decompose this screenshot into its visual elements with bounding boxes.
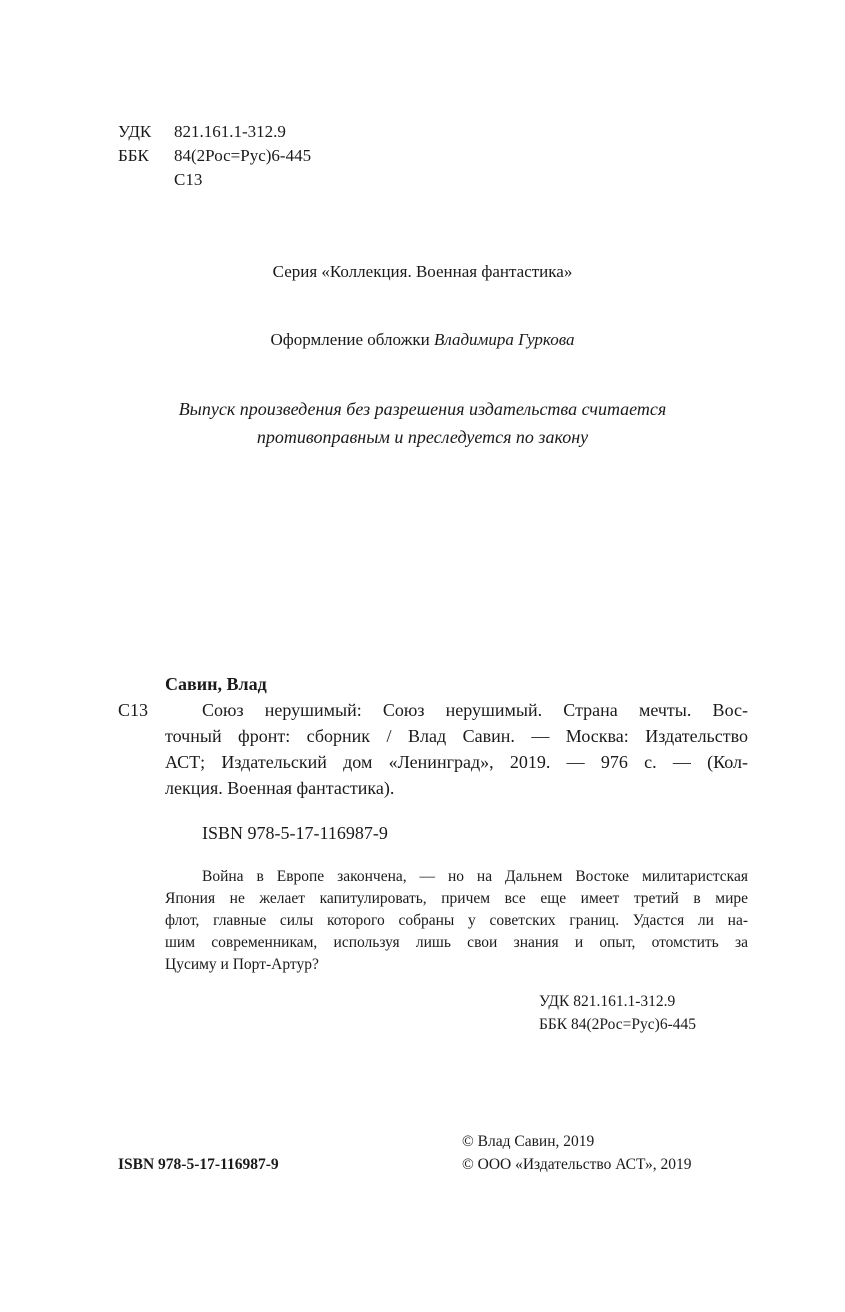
- author-mark-top-text: С13: [174, 170, 203, 189]
- bib-author: Савин, Влад: [165, 674, 267, 694]
- bib-line-3: АСТ; Издательский дом «Ленинград», 2019. — 976 с. — (Кол-: [165, 752, 748, 772]
- author-mark-top: [174, 168, 274, 192]
- udk-label: УДК: [118, 122, 152, 141]
- cover-designer: Владимира Гуркова: [433, 330, 575, 349]
- annotation-line-5: Цусиму и Порт-Артур?: [165, 956, 319, 973]
- bbk-value: 84(2Рос=Рус)6-445: [174, 146, 312, 165]
- bib-line-4: лекция. Военная фантастика).: [165, 778, 395, 798]
- cover-prefix: Оформление обложки: [270, 330, 434, 349]
- copyright-author: © Влад Савин, 2019: [462, 1133, 595, 1150]
- copyright-publisher: © ООО «Издательство АСТ», 2019: [462, 1156, 692, 1173]
- legal-warning-line-2: противоправным и преследуется по закону: [256, 427, 589, 447]
- footer-isbn: ISBN 978-5-17-116987-9: [118, 1156, 279, 1173]
- cover-design-line: [0, 326, 845, 353]
- bbk-label: ББК: [118, 146, 149, 165]
- annotation-line-2: Япония не желает капитулировать, причем все еще имеет третий в мире: [165, 890, 748, 907]
- bbk-row: [118, 144, 418, 168]
- bib-line-2: точный фронт: сборник / Влад Савин. — Москва: Издательство: [165, 726, 748, 746]
- index-udk: УДК 821.161.1-312.9: [539, 993, 676, 1010]
- annotation-line-3: флот, главные силы которого собраны у советских границ. Удастся ли на-: [165, 912, 748, 929]
- bib-line-1: Союз нерушимый: Союз нерушимый. Страна мечты. Вос-: [202, 700, 748, 720]
- legal-warning: [0, 395, 845, 451]
- bib-author-mark: С13: [118, 700, 149, 720]
- bib-record: [165, 697, 748, 801]
- udk-row: [118, 120, 418, 144]
- annotation-line-1: Война в Европе закончена, — но на Дальнем Востоке милитаристская: [202, 868, 748, 885]
- index-bbk: ББК 84(2Рос=Рус)6-445: [539, 1016, 696, 1033]
- annotation-line-4: шим современникам, используя лишь свои знания и опыт, отомстить за: [165, 934, 748, 951]
- bib-isbn: ISBN 978-5-17-116987-9: [202, 823, 388, 843]
- series-line: Серия «Коллекция. Военная фантастика»: [272, 262, 573, 281]
- udk-value: 821.161.1-312.9: [174, 122, 286, 141]
- legal-warning-line-1: Выпуск произведения без разрешения издательства считается: [178, 399, 667, 419]
- annotation: [165, 866, 748, 976]
